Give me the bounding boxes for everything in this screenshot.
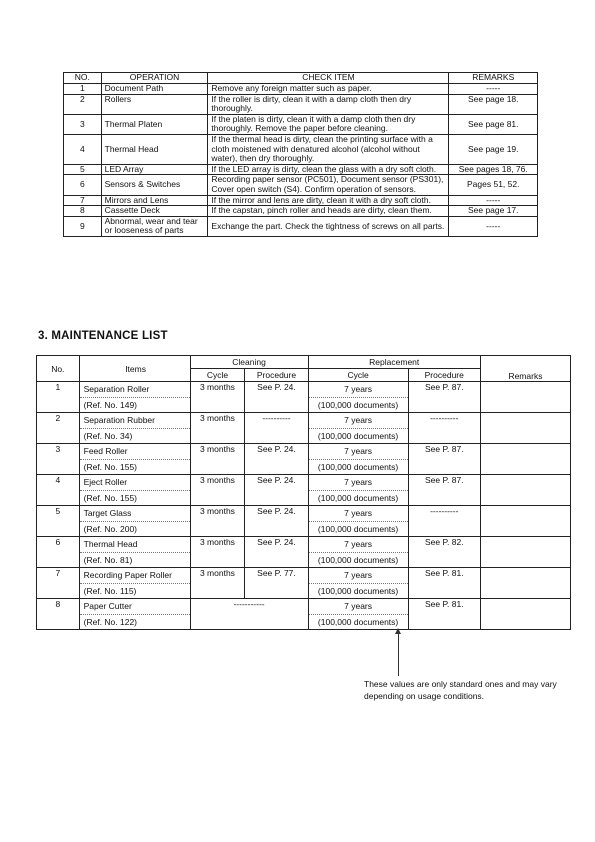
row-remarks	[480, 537, 570, 568]
row-no: 8	[37, 599, 80, 630]
row-replacement-cycle: 7 years	[308, 599, 408, 615]
row-remarks	[480, 568, 570, 599]
row-ref: (Ref. No. 155)	[79, 490, 190, 506]
table-row	[37, 568, 571, 584]
table-row	[64, 216, 538, 236]
col-header-replacement-procedure: Procedure	[408, 369, 480, 382]
row-ref: (Ref. No. 115)	[79, 583, 190, 599]
col-header-items: Items	[79, 356, 190, 382]
row-no: 5	[64, 164, 102, 175]
check-table-header	[64, 73, 538, 84]
row-cleaning-cycle: 3 months	[190, 568, 245, 599]
row-item: Paper Cutter	[79, 599, 190, 615]
maintenance-table	[36, 355, 571, 630]
row-operation: LED Array	[101, 164, 208, 175]
row-item: Target Glass	[79, 506, 190, 522]
row-remarks: See page 17.	[449, 206, 538, 217]
col-header-remarks: Remarks	[480, 356, 570, 382]
row-item: Eject Roller	[79, 475, 190, 491]
row-check-item: If the mirror and lens are dirty, clean it with a dry soft cloth.	[208, 195, 449, 206]
row-check-item: If the roller is dirty, clean it with a damp cloth then dry thoroughly.	[208, 94, 449, 114]
col-header-no: NO.	[64, 73, 102, 84]
row-replacement-cycle: 7 years	[308, 413, 408, 429]
row-remarks: See pages 18, 76.	[449, 164, 538, 175]
table-row	[64, 206, 538, 217]
row-replacement-procedure: ----------	[408, 506, 480, 537]
row-item: Feed Roller	[79, 444, 190, 460]
table-row	[37, 599, 571, 615]
row-no: 4	[64, 134, 102, 164]
row-remarks: See page 19.	[449, 134, 538, 164]
row-replacement-cycle: 7 years	[308, 568, 408, 584]
col-header-replacement-cycle: Cycle	[308, 369, 408, 382]
row-cleaning-combined: -----------	[190, 599, 308, 630]
row-cleaning-cycle: 3 months	[190, 475, 245, 506]
row-operation: Mirrors and Lens	[101, 195, 208, 206]
row-replacement-docs: (100,000 documents)	[308, 614, 408, 630]
row-remarks	[480, 413, 570, 444]
row-ref: (Ref. No. 34)	[79, 428, 190, 444]
row-ref: (Ref. No. 149)	[79, 397, 190, 413]
row-replacement-procedure: See P. 81.	[408, 599, 480, 630]
row-replacement-cycle: 7 years	[308, 506, 408, 522]
row-replacement-procedure: ----------	[408, 413, 480, 444]
row-no: 2	[37, 413, 80, 444]
row-remarks	[480, 382, 570, 413]
row-no: 3	[64, 114, 102, 134]
row-item: Recording Paper Roller	[79, 568, 190, 584]
row-ref: (Ref. No. 155)	[79, 459, 190, 475]
col-header-check-item: CHECK ITEM	[208, 73, 449, 84]
row-replacement-docs: (100,000 documents)	[308, 583, 408, 599]
row-no: 7	[37, 568, 80, 599]
row-cleaning-cycle: 3 months	[190, 382, 245, 413]
row-ref: (Ref. No. 81)	[79, 552, 190, 568]
table-row	[37, 537, 571, 553]
row-replacement-docs: (100,000 documents)	[308, 397, 408, 413]
row-operation: Thermal Head	[101, 134, 208, 164]
row-replacement-docs: (100,000 documents)	[308, 521, 408, 537]
row-remarks	[480, 475, 570, 506]
row-cleaning-cycle: 3 months	[190, 444, 245, 475]
table-row	[37, 475, 571, 491]
row-replacement-cycle: 7 years	[308, 444, 408, 460]
section-heading: 3. MAINTENANCE LIST	[38, 330, 168, 342]
row-remarks: -----	[449, 195, 538, 206]
col-header-cleaning: Cleaning	[190, 356, 308, 369]
row-cleaning-procedure: See P. 24.	[245, 444, 308, 475]
row-replacement-procedure: See P. 87.	[408, 475, 480, 506]
row-cleaning-procedure: See P. 24.	[245, 382, 308, 413]
table-row	[64, 134, 538, 164]
row-ref: (Ref. No. 200)	[79, 521, 190, 537]
row-remarks: Pages 51, 52.	[449, 175, 538, 195]
row-operation: Cassette Deck	[101, 206, 208, 217]
row-no: 5	[37, 506, 80, 537]
table-row	[37, 382, 571, 398]
row-check-item: Remove any foreign matter such as paper.	[208, 84, 449, 95]
row-no: 6	[37, 537, 80, 568]
table-row	[64, 94, 538, 114]
row-no: 6	[64, 175, 102, 195]
row-ref: (Ref. No. 122)	[79, 614, 190, 630]
row-replacement-cycle: 7 years	[308, 382, 408, 398]
row-replacement-procedure: See P. 82.	[408, 537, 480, 568]
row-check-item: If the thermal head is dirty, clean the printing surface with a cloth moistened with denatured alcohol (alcohol without water), then dry thoroughly.	[208, 134, 449, 164]
row-remarks: See page 18.	[449, 94, 538, 114]
arrow-line	[398, 632, 399, 676]
row-item: Separation Rubber	[79, 413, 190, 429]
col-header-operation: OPERATION	[101, 73, 208, 84]
table-row	[37, 506, 571, 522]
row-operation: Rollers	[101, 94, 208, 114]
row-remarks	[480, 506, 570, 537]
col-header-cleaning-procedure: Procedure	[245, 369, 308, 382]
col-header-cleaning-cycle: Cycle	[190, 369, 245, 382]
row-replacement-cycle: 7 years	[308, 475, 408, 491]
table-row	[37, 413, 571, 429]
footnote	[364, 678, 584, 702]
table-row	[64, 175, 538, 195]
col-header-replacement: Replacement	[308, 356, 480, 369]
row-cleaning-cycle: 3 months	[190, 413, 245, 444]
row-no: 1	[64, 84, 102, 95]
row-cleaning-cycle: 3 months	[190, 537, 245, 568]
col-header-remarks: REMARKS	[449, 73, 538, 84]
maintenance-header-top	[37, 356, 571, 369]
table-row	[64, 195, 538, 206]
row-check-item: If the platen is dirty, clean it with a damp cloth then dry thoroughly. Remove the paper before cleaning.	[208, 114, 449, 134]
table-row	[64, 84, 538, 95]
row-replacement-procedure: See P. 81.	[408, 568, 480, 599]
row-check-item: Exchange the part. Check the tightness of screws on all parts.	[208, 216, 449, 236]
row-cleaning-procedure: See P. 77.	[245, 568, 308, 599]
row-no: 9	[64, 216, 102, 236]
check-table	[63, 72, 538, 237]
row-no: 2	[64, 94, 102, 114]
row-replacement-docs: (100,000 documents)	[308, 552, 408, 568]
row-remarks	[480, 599, 570, 630]
row-cleaning-procedure: See P. 24.	[245, 506, 308, 537]
row-no: 3	[37, 444, 80, 475]
row-no: 7	[64, 195, 102, 206]
footnote-line-1: These values are only standard ones and may vary	[364, 679, 557, 689]
row-no: 1	[37, 382, 80, 413]
row-replacement-cycle: 7 years	[308, 537, 408, 553]
row-replacement-procedure: See P. 87.	[408, 382, 480, 413]
row-item: Separation Roller	[79, 382, 190, 398]
row-remarks: See page 81.	[449, 114, 538, 134]
col-header-no: No.	[37, 356, 80, 382]
row-no: 8	[64, 206, 102, 217]
row-no: 4	[37, 475, 80, 506]
row-check-item: If the capstan, pinch roller and heads are dirty, clean them.	[208, 206, 449, 217]
row-replacement-procedure: See P. 87.	[408, 444, 480, 475]
row-operation: Abnormal, wear and tear or looseness of parts	[101, 216, 208, 236]
row-cleaning-cycle: 3 months	[190, 506, 245, 537]
table-row	[64, 114, 538, 134]
row-replacement-docs: (100,000 documents)	[308, 428, 408, 444]
row-operation: Sensors & Switches	[101, 175, 208, 195]
row-replacement-docs: (100,000 documents)	[308, 490, 408, 506]
row-remarks	[480, 444, 570, 475]
row-cleaning-procedure: ----------	[245, 413, 308, 444]
table-row	[64, 164, 538, 175]
table-row	[37, 444, 571, 460]
row-remarks: -----	[449, 216, 538, 236]
row-check-item: If the LED array is dirty, clean the glass with a dry soft cloth.	[208, 164, 449, 175]
row-operation: Document Path	[101, 84, 208, 95]
row-replacement-docs: (100,000 documents)	[308, 459, 408, 475]
row-check-item: Recording paper sensor (PC501), Document sensor (PS301), Cover open switch (S4). Confirm operation of sensors.	[208, 175, 449, 195]
row-item: Thermal Head	[79, 537, 190, 553]
row-remarks: -----	[449, 84, 538, 95]
footnote-line-2: depending on usage conditions.	[364, 691, 485, 701]
row-operation: Thermal Platen	[101, 114, 208, 134]
row-cleaning-procedure: See P. 24.	[245, 475, 308, 506]
row-cleaning-procedure: See P. 24.	[245, 537, 308, 568]
